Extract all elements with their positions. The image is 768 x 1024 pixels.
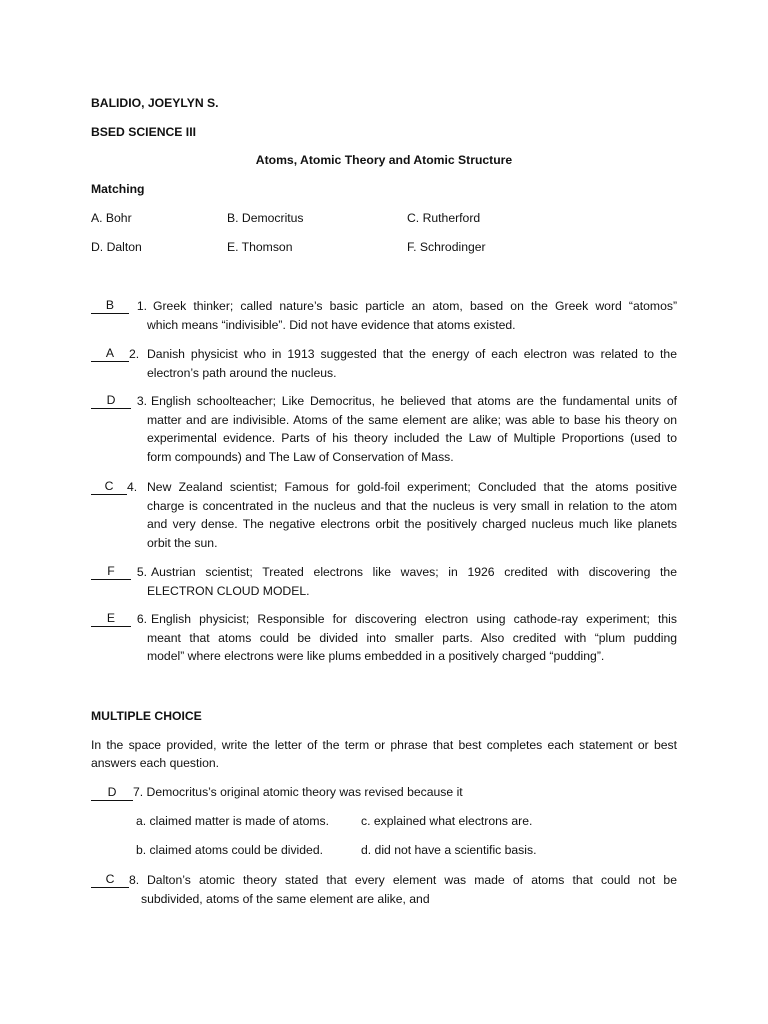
option-a: A. Bohr: [91, 211, 132, 225]
answer-blank[interactable]: A: [91, 346, 129, 362]
matching-item-3: [91, 392, 677, 466]
option-e: E. Thomson: [227, 240, 293, 254]
matching-item-2: [91, 345, 677, 382]
item-text-line: Austrian scientist; Treated electrons like waves; in 1926 credited with discovering the: [151, 565, 677, 579]
item-number: 5.: [136, 565, 147, 579]
answer-blank[interactable]: B: [91, 298, 129, 314]
matching-heading: Matching: [91, 182, 145, 196]
item-number: 8.: [129, 873, 140, 887]
item-text-line: orbit the sun.: [147, 535, 218, 550]
item-text-line: which means “indivisible”. Did not have evidence that atoms existed.: [147, 317, 516, 332]
choice-c: c. explained what electrons are.: [361, 814, 533, 828]
choice-b: b. claimed atoms could be divided.: [136, 843, 323, 857]
course-label: BSED SCIENCE III: [91, 125, 196, 139]
option-d: D. Dalton: [91, 240, 142, 254]
item-number: 2.: [129, 347, 140, 361]
item-text-line: meant that atoms could be divided into smaller parts. Also credited with “plum pudding: [147, 630, 677, 645]
document-title: Atoms, Atomic Theory and Atomic Structure: [255, 153, 513, 167]
answer-blank[interactable]: F: [91, 564, 131, 580]
answer-blank[interactable]: C: [91, 479, 127, 495]
item-number: 1.: [136, 299, 147, 313]
item-text-line: form compounds) and The Law of Conservation of Mass.: [147, 449, 454, 464]
item-text-line: English schoolteacher; Like Democritus, he believed that atoms are the fundamental units of: [151, 394, 677, 408]
matching-item-1: [91, 297, 677, 334]
item-text-line: model” where electrons were like plums embedded in a positively charged “pudding”.: [147, 649, 605, 663]
item-text-line: experimental evidence. Parts of his theory included the Law of Multiple Proportions (used to: [147, 431, 677, 445]
item-text-line: electron’s path around the nucleus.: [147, 365, 337, 380]
item-text-line: English physicist; Responsible for discovering electron using cathode-ray experiment; this: [151, 612, 677, 626]
item-text-line: Danish physicist who in 1913 suggested that the energy of each electron was related to the: [147, 347, 677, 361]
choice-d: d. did not have a scientific basis.: [361, 843, 537, 857]
answer-blank[interactable]: E: [91, 611, 131, 627]
item-text-line: charge is concentrated in the nucleus and that the nucleus is very small in relation to the atom: [147, 498, 677, 513]
instructions-line: answers each question.: [91, 756, 220, 770]
instructions-line: In the space provided, write the letter of the term or phrase that best completes each statement or best: [91, 738, 677, 752]
question-8: [91, 871, 677, 908]
item-text-line: ELECTRON CLOUD MODEL.: [147, 583, 310, 598]
option-c: C. Rutherford: [407, 211, 481, 225]
item-number: 4.: [127, 480, 138, 494]
question-text: Dalton’s atomic theory stated that every element was made of atoms that could not be: [147, 873, 677, 887]
matching-item-5: [91, 563, 677, 600]
choice-a: a. claimed matter is made of atoms.: [136, 814, 330, 828]
item-text-line: and very dense. The negative electrons orbit the positively charged nucleus much like planets: [147, 517, 677, 531]
answer-blank[interactable]: D: [91, 393, 131, 409]
question-text: 7. Democritus’s original atomic theory was revised because it: [133, 785, 463, 799]
student-name: BALIDIO, JOEYLYN S.: [91, 96, 219, 110]
item-text-line: matter and are indivisible. Atoms of the same element are alike; was able to base his theory on: [147, 412, 677, 427]
option-b: B. Democritus: [227, 211, 304, 225]
option-f: F. Schrodinger: [407, 240, 486, 254]
item-number: 6.: [136, 612, 147, 626]
answer-blank[interactable]: D: [91, 785, 133, 801]
item-text-line: Greek thinker; called nature’s basic particle an atom, based on the Greek word “atomos”: [153, 299, 677, 313]
item-text-line: New Zealand scientist; Famous for gold-foil experiment; Concluded that the atoms positive: [147, 480, 677, 494]
multiple-choice-heading: MULTIPLE CHOICE: [91, 709, 202, 723]
matching-item-4: [91, 478, 677, 552]
question-text: subdivided, atoms of the same element are alike, and: [141, 891, 430, 906]
answer-blank[interactable]: C: [91, 872, 129, 888]
matching-item-6: [91, 610, 677, 666]
question-7: [91, 784, 463, 801]
item-number: 3.: [136, 394, 147, 408]
